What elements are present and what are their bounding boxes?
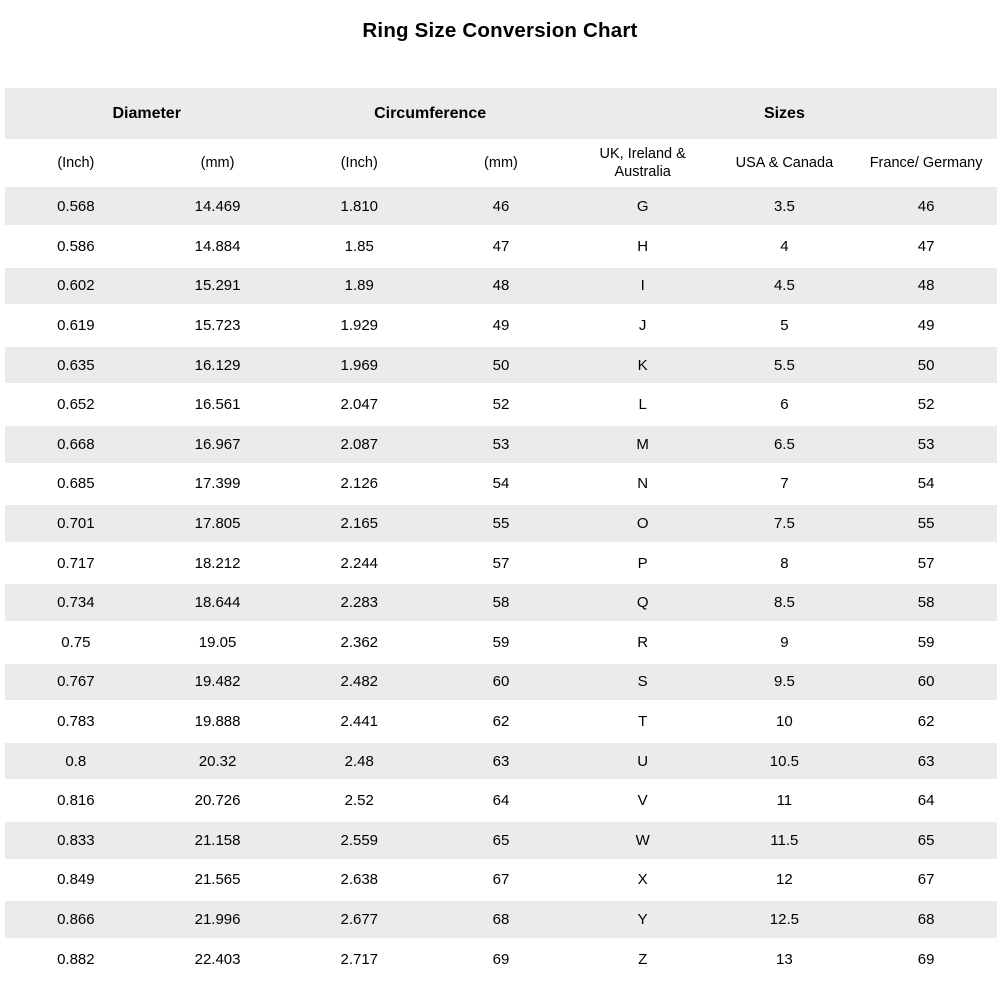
table-cell: 12.5 bbox=[769, 910, 799, 928]
table-cell: 14.884 bbox=[194, 237, 241, 255]
column-header-france-germany: France/ Germany bbox=[855, 139, 997, 187]
table-cell: 55 bbox=[492, 515, 510, 533]
table-cell: Z bbox=[638, 950, 648, 968]
table-cell: J bbox=[638, 317, 647, 335]
table-cell: 69 bbox=[917, 950, 935, 968]
table-cell: 21.565 bbox=[194, 871, 241, 889]
table-cell: 0.685 bbox=[57, 475, 95, 493]
table-cell: 2.717 bbox=[340, 950, 379, 968]
table-cell: S bbox=[637, 673, 648, 691]
table-cell: O bbox=[636, 515, 649, 533]
table-cell: 4 bbox=[780, 237, 789, 255]
column-header-usa-canada: USA & Canada bbox=[714, 139, 856, 187]
table-cell: V bbox=[637, 792, 648, 810]
table-cell: 47 bbox=[492, 237, 510, 255]
table-cell: 48 bbox=[917, 277, 935, 295]
table-cell: 11.5 bbox=[770, 831, 799, 849]
table-row bbox=[5, 860, 997, 900]
table-cell: 52 bbox=[492, 396, 510, 414]
group-header-sizes: Sizes bbox=[572, 88, 997, 139]
table-cell: 2.283 bbox=[340, 594, 379, 612]
table-cell: 47 bbox=[917, 237, 935, 255]
table-cell: 16.129 bbox=[194, 356, 241, 374]
table-row bbox=[5, 821, 997, 861]
table-row bbox=[5, 702, 997, 742]
table-cell: 2.48 bbox=[344, 752, 374, 770]
table-cell: 10.5 bbox=[769, 752, 799, 770]
table-cell: 0.568 bbox=[57, 197, 95, 215]
table-cell: H bbox=[637, 237, 649, 255]
column-header-circumference-inch: (Inch) bbox=[288, 139, 430, 187]
table-row bbox=[5, 583, 997, 623]
table-cell: 2.441 bbox=[340, 713, 379, 731]
table-cell: 50 bbox=[492, 356, 510, 374]
table-cell: 1.89 bbox=[344, 277, 374, 295]
table-cell: 5.5 bbox=[773, 356, 795, 374]
table-cell: 1.969 bbox=[340, 356, 379, 374]
table-cell: 46 bbox=[917, 197, 935, 215]
table-cell: 59 bbox=[917, 633, 935, 651]
page-title: Ring Size Conversion Chart bbox=[362, 19, 638, 42]
table-cell: 2.362 bbox=[340, 633, 379, 651]
table-cell: 1.85 bbox=[344, 237, 374, 255]
table-cell: 12 bbox=[776, 871, 793, 889]
table-cell: 8.5 bbox=[773, 594, 795, 612]
table-cell: 19.05 bbox=[198, 633, 237, 651]
table-cell: Q bbox=[636, 594, 649, 612]
table-cell: 3.5 bbox=[773, 197, 795, 215]
table-cell: 0.668 bbox=[57, 435, 95, 453]
table-cell: U bbox=[637, 752, 649, 770]
table-cell: 0.701 bbox=[57, 515, 95, 533]
table-cell: 0.866 bbox=[57, 910, 95, 928]
column-header-diameter-mm: (mm) bbox=[147, 139, 289, 187]
table-row bbox=[5, 543, 997, 583]
table-cell: 69 bbox=[492, 950, 510, 968]
table-cell: 6 bbox=[780, 396, 789, 414]
table-cell: 52 bbox=[917, 396, 935, 414]
table-cell: 14.469 bbox=[194, 197, 241, 215]
table-cell: 53 bbox=[917, 435, 935, 453]
table-cell: 0.849 bbox=[57, 871, 95, 889]
table-cell: 9 bbox=[780, 633, 789, 651]
table-row bbox=[5, 504, 997, 544]
table-cell: M bbox=[636, 435, 649, 453]
table-cell: 0.619 bbox=[57, 317, 95, 335]
table-cell: 0.833 bbox=[57, 831, 95, 849]
table-cell: 65 bbox=[917, 831, 935, 849]
table-cell: Y bbox=[637, 910, 648, 928]
table-cell: 2.482 bbox=[340, 673, 379, 691]
table-cell: 20.726 bbox=[194, 792, 241, 810]
table-cell: 16.561 bbox=[194, 396, 241, 414]
column-header-uk-ireland-australia: UK, Ireland & Australia bbox=[572, 139, 714, 187]
table-cell: I bbox=[640, 277, 645, 295]
table-cell: 19.888 bbox=[194, 713, 241, 731]
table-cell: 0.783 bbox=[57, 713, 95, 731]
table-cell: 6.5 bbox=[773, 435, 795, 453]
table-cell: K bbox=[637, 356, 648, 374]
table-cell: 2.087 bbox=[340, 435, 379, 453]
table-row bbox=[5, 306, 997, 346]
table-cell: 55 bbox=[917, 515, 935, 533]
table-cell: 63 bbox=[917, 752, 935, 770]
table-cell: 8 bbox=[780, 554, 789, 572]
table-row bbox=[5, 345, 997, 385]
table-cell: 2.165 bbox=[340, 515, 379, 533]
table-cell: 10 bbox=[776, 713, 793, 731]
table-cell: 9.5 bbox=[773, 673, 795, 691]
table-cell: 60 bbox=[492, 673, 510, 691]
table-cell: 0.75 bbox=[61, 633, 91, 651]
table-cell: 0.602 bbox=[57, 277, 95, 295]
column-header-row bbox=[5, 139, 997, 187]
table-cell: 59 bbox=[492, 633, 510, 651]
table-cell: 20.32 bbox=[198, 752, 237, 770]
table-cell: 13 bbox=[776, 950, 793, 968]
table-cell: 62 bbox=[492, 713, 510, 731]
table-cell: 64 bbox=[917, 792, 935, 810]
table-cell: 1.810 bbox=[340, 197, 379, 215]
table-cell: 64 bbox=[492, 792, 510, 810]
table-cell: 17.399 bbox=[194, 475, 241, 493]
table-cell: 21.158 bbox=[194, 831, 241, 849]
table-cell: 62 bbox=[917, 713, 935, 731]
table-cell: 0.652 bbox=[57, 396, 95, 414]
ring-size-table bbox=[5, 88, 997, 980]
table-cell: 21.996 bbox=[194, 910, 241, 928]
table-cell: 68 bbox=[917, 910, 935, 928]
table-cell: 60 bbox=[917, 673, 935, 691]
table-cell: 0.734 bbox=[57, 594, 95, 612]
table-cell: 53 bbox=[492, 435, 510, 453]
table-cell: 18.212 bbox=[194, 554, 241, 572]
table-cell: 48 bbox=[492, 277, 510, 295]
table-cell: 19.482 bbox=[194, 673, 241, 691]
table-row bbox=[5, 187, 997, 227]
table-row bbox=[5, 464, 997, 504]
table-row bbox=[5, 385, 997, 425]
table-cell: 0.8 bbox=[65, 752, 87, 770]
table-cell: 0.882 bbox=[57, 950, 95, 968]
table-cell: 54 bbox=[917, 475, 935, 493]
table-cell: T bbox=[638, 713, 648, 731]
table-cell: X bbox=[637, 871, 648, 889]
column-header-circumference-mm: (mm) bbox=[430, 139, 572, 187]
table-cell: 2.244 bbox=[340, 554, 379, 572]
table-cell: 4.5 bbox=[773, 277, 795, 295]
table-row bbox=[5, 741, 997, 781]
table-cell: 5 bbox=[780, 317, 789, 335]
table-cell: 2.126 bbox=[340, 475, 379, 493]
table-cell: 2.52 bbox=[344, 792, 374, 810]
column-header-diameter-inch: (Inch) bbox=[5, 139, 147, 187]
table-cell: 2.638 bbox=[340, 871, 379, 889]
table-cell: 11 bbox=[776, 792, 793, 810]
table-cell: 17.805 bbox=[194, 515, 241, 533]
table-row bbox=[5, 623, 997, 663]
table-cell: 2.677 bbox=[340, 910, 379, 928]
table-row bbox=[5, 900, 997, 940]
table-cell: 0.717 bbox=[57, 554, 95, 572]
group-header-diameter: Diameter bbox=[5, 88, 288, 139]
table-row bbox=[5, 939, 997, 979]
table-row bbox=[5, 227, 997, 267]
table-cell: 49 bbox=[492, 317, 510, 335]
table-cell: 15.723 bbox=[194, 317, 241, 335]
table-cell: 46 bbox=[492, 197, 510, 215]
table-row bbox=[5, 662, 997, 702]
table-cell: 58 bbox=[492, 594, 510, 612]
table-cell: 16.967 bbox=[194, 435, 241, 453]
table-cell: 67 bbox=[492, 871, 510, 889]
table-cell: 22.403 bbox=[194, 950, 241, 968]
table-cell: 57 bbox=[917, 554, 935, 572]
table-cell: 54 bbox=[492, 475, 510, 493]
table-cell: N bbox=[637, 475, 649, 493]
table-cell: 0.816 bbox=[57, 792, 95, 810]
table-cell: 63 bbox=[492, 752, 510, 770]
table-cell: 0.767 bbox=[57, 673, 95, 691]
table-header bbox=[5, 88, 997, 187]
table-cell: 18.644 bbox=[194, 594, 241, 612]
table-row bbox=[5, 425, 997, 465]
table-cell: G bbox=[636, 197, 649, 215]
table-cell: 0.635 bbox=[57, 356, 95, 374]
table-row bbox=[5, 266, 997, 306]
table-cell: W bbox=[635, 831, 650, 849]
table-cell: 58 bbox=[917, 594, 935, 612]
table-cell: 7 bbox=[780, 475, 789, 493]
group-header-row bbox=[5, 88, 997, 139]
table-row bbox=[5, 781, 997, 821]
table-cell: 68 bbox=[492, 910, 510, 928]
table-cell: 65 bbox=[492, 831, 510, 849]
table-cell: P bbox=[637, 554, 648, 572]
table-cell: L bbox=[638, 396, 647, 414]
table-cell: R bbox=[637, 633, 649, 651]
group-header-circumference: Circumference bbox=[288, 88, 571, 139]
table-cell: 15.291 bbox=[194, 277, 241, 295]
table-cell: 0.586 bbox=[57, 237, 95, 255]
table-cell: 49 bbox=[917, 317, 935, 335]
table-cell: 67 bbox=[917, 871, 935, 889]
table-cell: 2.559 bbox=[340, 831, 379, 849]
table-cell: 2.047 bbox=[340, 396, 379, 414]
table-cell: 1.929 bbox=[340, 317, 379, 335]
table-cell: 7.5 bbox=[773, 515, 795, 533]
table-body bbox=[5, 187, 997, 979]
table-cell: 50 bbox=[917, 356, 935, 374]
table-cell: 57 bbox=[492, 554, 510, 572]
